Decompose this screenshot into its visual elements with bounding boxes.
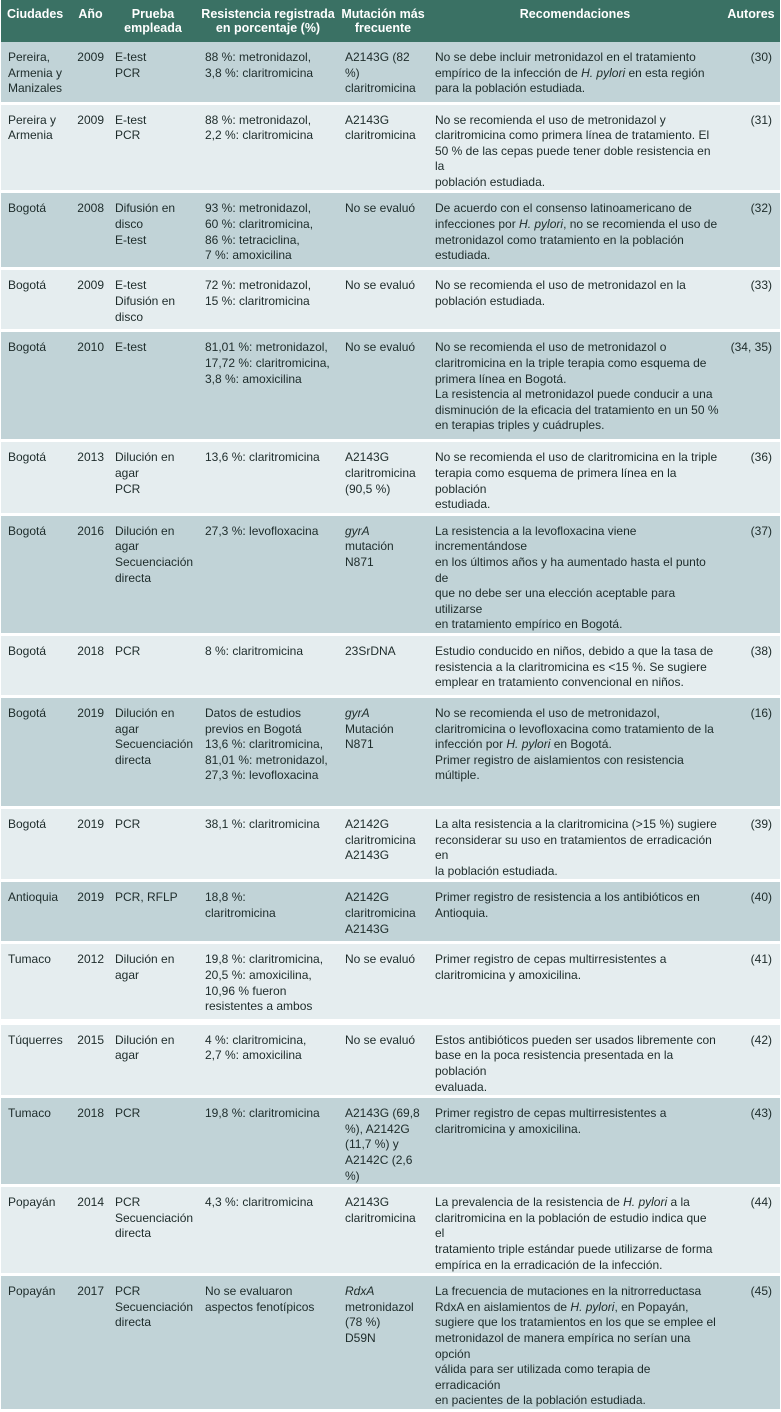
mutation-text: metronidazol (78 %) D59N xyxy=(345,1299,414,1345)
cell-mutation: A2143G claritromicina xyxy=(338,1186,428,1275)
cell-authors: (16) xyxy=(722,697,780,808)
cell-authors: (43) xyxy=(722,1097,780,1186)
mutation-text: Mutación N871 xyxy=(345,721,394,752)
cell-year: 2013 xyxy=(73,441,108,514)
header-recommendations: Recomendaciones xyxy=(519,7,631,21)
table-row xyxy=(1,42,780,103)
cell-recommendation xyxy=(428,331,722,441)
cell-city: Bogotá xyxy=(1,441,73,514)
cell-authors: (37) xyxy=(722,514,780,634)
cell-resistance: Datos de estudios previos en Bogotá 13,6 %: claritromicina, 81,01 %: metronidazol, 27,3 %: levofloxacina xyxy=(198,697,338,808)
cell-test: E-test xyxy=(108,331,198,441)
mutation-gene: gyrA xyxy=(345,523,370,538)
cell-city: Tumaco xyxy=(1,1097,73,1186)
cell-recommendation xyxy=(428,881,722,943)
rec-text: Primer registro de resistencia a los antibióticos en Antioquia. xyxy=(435,890,700,920)
cell-resistance: 38,1 %: claritromicina xyxy=(198,808,338,881)
rec-text: La prevalencia de la resistencia de xyxy=(435,1195,624,1210)
mutation-gene: RdxA xyxy=(345,1284,375,1299)
cell-city: Bogotá xyxy=(1,635,73,697)
cell-city: Pereira, Armenia y Manizales xyxy=(1,42,73,103)
cell-city: Bogotá xyxy=(1,269,73,331)
cell-city: Pereira y Armenia xyxy=(1,103,73,192)
cell-recommendation xyxy=(428,441,722,514)
resistance-table xyxy=(1,0,780,1412)
cell-test: PCR xyxy=(108,1097,198,1186)
cell-test: Dilución en agar Secuenciación directa xyxy=(108,697,198,808)
cell-recommendation xyxy=(428,514,722,634)
table-row xyxy=(1,943,780,1022)
table-row xyxy=(1,192,780,269)
cell-test: PCR Secuenciación directa xyxy=(108,1275,198,1411)
header-authors: Autores xyxy=(727,7,775,21)
cell-recommendation xyxy=(428,1022,722,1097)
cell-recommendation xyxy=(428,42,722,103)
cell-authors: (30) xyxy=(722,42,780,103)
cell-recommendation xyxy=(428,635,722,697)
cell-recommendation xyxy=(428,1186,722,1275)
cell-year: 2015 xyxy=(73,1022,108,1097)
cell-resistance: 4 %: claritromicina, 2,7 %: amoxicilina xyxy=(198,1022,338,1097)
rec-text: De acuerdo con el consenso latinoamericano de infecciones por xyxy=(435,201,692,232)
cell-authors: (36) xyxy=(722,441,780,514)
table-row xyxy=(1,808,780,881)
cell-mutation: No se evaluó xyxy=(338,269,428,331)
cell-mutation: A2143G claritromicina (90,5 %) xyxy=(338,441,428,514)
cell-resistance: 93 %: metronidazol, 60 %: claritromicina, 86 %: tetraciclina, 7 %: amoxicilina xyxy=(198,192,338,269)
cell-resistance: 81,01 %: metronidazol, 17,72 %: claritromicina, 3,8 %: amoxicilina xyxy=(198,331,338,441)
cell-resistance: 8 %: claritromicina xyxy=(198,635,338,697)
cell-year: 2019 xyxy=(73,881,108,943)
cell-resistance: 27,3 %: levofloxacina xyxy=(198,514,338,634)
rec-text: No se recomienda el uso de metronidazol y claritromicina como primera línea de tratamiento. El 50 % de las cepas puede tener doble resistencia en la población estudiada. xyxy=(435,112,711,189)
cell-city: Bogotá xyxy=(1,514,73,634)
cell-test: Dilución en agar xyxy=(108,1022,198,1097)
cell-recommendation xyxy=(428,1097,722,1186)
rec-species: H. pylori xyxy=(519,217,564,232)
cell-year: 2017 xyxy=(73,1275,108,1411)
cell-test: E-test PCR xyxy=(108,103,198,192)
cell-authors: (38) xyxy=(722,635,780,697)
cell-city: Túquerres xyxy=(1,1022,73,1097)
cell-city: Popayán xyxy=(1,1275,73,1411)
header-cities: Ciudades xyxy=(7,7,64,21)
rec-text: No se recomienda el uso de metronidazol o claritromicina en la triple terapia como esquema de primera línea en Bogotá. La resistencia al metronidazol puede conducir a una disminución de la eficacia del tratamiento en un 50 % en terapias triples y cuádruples. xyxy=(435,340,719,433)
table-row xyxy=(1,269,780,331)
cell-authors: (33) xyxy=(722,269,780,331)
table-row xyxy=(1,1022,780,1097)
cell-city: Antioquia xyxy=(1,881,73,943)
cell-year: 2010 xyxy=(73,331,108,441)
cell-authors: (31) xyxy=(722,103,780,192)
rec-text-end: a la claritromicina en la población de estudio indica que el tratamiento triple estándar puede utilizarse de forma empírica en la erradicación de la infección. xyxy=(435,1195,713,1272)
cell-mutation: No se evaluó xyxy=(338,1022,428,1097)
cell-recommendation xyxy=(428,1275,722,1411)
header-test: Prueba empleada xyxy=(124,7,182,35)
cell-resistance: 4,3 %: claritromicina xyxy=(198,1186,338,1275)
rec-text: Estudio conducido en niños, debido a que la tasa de resistencia a la claritromicina es <15 %. Se sugiere emplear en tratamiento convencional en niños. xyxy=(435,644,714,690)
cell-year: 2019 xyxy=(73,697,108,808)
cell-mutation: A2143G claritromicina xyxy=(338,103,428,192)
cell-resistance: 19,8 %: claritromicina, 20,5 %: amoxicilina, 10,96 % fueron resistentes a ambos xyxy=(198,943,338,1022)
header-mutation: Mutación más frecuente xyxy=(341,7,425,35)
rec-species: H. pylori xyxy=(570,1299,615,1314)
rec-text: No se recomienda el uso de claritromicina en la triple terapia como esquema de primera línea en la población estudiada. xyxy=(435,450,718,512)
rec-text: La alta resistencia a la claritromicina (>15 %) sugiere reconsiderar su uso en tratamientos de erradicación en la población estudiada. xyxy=(435,817,717,878)
table-row xyxy=(1,1097,780,1186)
cell-city: Bogotá xyxy=(1,192,73,269)
cell-mutation xyxy=(338,1275,428,1411)
cell-mutation: A2143G (82 %) claritromicina xyxy=(338,42,428,103)
cell-test: E-test PCR xyxy=(108,42,198,103)
cell-city: Bogotá xyxy=(1,808,73,881)
cell-resistance: 88 %: metronidazol, 2,2 %: claritromicina xyxy=(198,103,338,192)
table-row xyxy=(1,635,780,697)
cell-year: 2012 xyxy=(73,943,108,1022)
table-row xyxy=(1,1275,780,1411)
cell-resistance: 18,8 %: claritromicina xyxy=(198,881,338,943)
cell-authors: (42) xyxy=(722,1022,780,1097)
table-row xyxy=(1,103,780,192)
cell-mutation: No se evaluó xyxy=(338,192,428,269)
cell-test: PCR xyxy=(108,635,198,697)
cell-mutation xyxy=(338,697,428,808)
cell-recommendation xyxy=(428,808,722,881)
cell-year: 2019 xyxy=(73,808,108,881)
header-year: Año xyxy=(78,7,103,21)
cell-year: 2009 xyxy=(73,103,108,192)
cell-year: 2014 xyxy=(73,1186,108,1275)
table-header-row xyxy=(1,0,780,42)
cell-mutation: No se evaluó xyxy=(338,943,428,1022)
cell-year: 2018 xyxy=(73,1097,108,1186)
cell-year: 2009 xyxy=(73,269,108,331)
cell-test: Dilución en agar xyxy=(108,943,198,1022)
rec-species: H. pylori xyxy=(581,65,626,80)
cell-city: Popayán xyxy=(1,1186,73,1275)
rec-text-end: , en Popayán, sugiere que los tratamientos en los que se emplee el metronidazol de manera empírica no serían una opción válida para ser utilizada como terapia de erradicación en pacientes de la población estudiada. xyxy=(435,1299,716,1408)
cell-test: PCR xyxy=(108,808,198,881)
cell-mutation: No se evaluó xyxy=(338,331,428,441)
cell-test: PCR Secuenciación directa xyxy=(108,1186,198,1275)
cell-year: 2016 xyxy=(73,514,108,634)
cell-mutation: A2143G (69,8 %), A2142G (11,7 %) y A2142C (2,6 %) xyxy=(338,1097,428,1186)
cell-authors: (41) xyxy=(722,943,780,1022)
cell-recommendation xyxy=(428,697,722,808)
cell-mutation: 23SrDNA xyxy=(338,635,428,697)
cell-test: Difusión en disco E-test xyxy=(108,192,198,269)
rec-text: No se recomienda el uso de metronidazol en la población estudiada. xyxy=(435,278,686,309)
cell-authors: (40) xyxy=(722,881,780,943)
cell-authors: (39) xyxy=(722,808,780,881)
cell-authors: (32) xyxy=(722,192,780,269)
cell-mutation: A2142G claritromicina A2143G xyxy=(338,881,428,943)
table-row xyxy=(1,514,780,634)
table-row xyxy=(1,331,780,441)
header-resistance: Resistencia registrada en porcentaje (%) xyxy=(201,7,335,35)
mutation-text: mutación N871 xyxy=(345,539,394,570)
table-row xyxy=(1,881,780,943)
rec-text-end: , no se recomienda el uso de metronidazol como tratamiento en la población estudiada. xyxy=(435,217,718,263)
cell-test: Dilución en agar PCR xyxy=(108,441,198,514)
cell-test: PCR, RFLP xyxy=(108,881,198,943)
cell-resistance: 13,6 %: claritromicina xyxy=(198,441,338,514)
cell-authors: (44) xyxy=(722,1186,780,1275)
cell-test: E-test Difusión en disco xyxy=(108,269,198,331)
cell-mutation xyxy=(338,514,428,634)
cell-city: Tumaco xyxy=(1,943,73,1022)
cell-mutation: A2142G claritromicina A2143G xyxy=(338,808,428,881)
cell-city: Bogotá xyxy=(1,697,73,808)
cell-city: Bogotá xyxy=(1,331,73,441)
cell-recommendation xyxy=(428,103,722,192)
rec-species: H. pylori xyxy=(623,1195,668,1210)
cell-resistance: No se evaluaron aspectos fenotípicos xyxy=(198,1275,338,1411)
rec-species: H. pylori xyxy=(506,737,551,752)
cell-year: 2008 xyxy=(73,192,108,269)
cell-test: Dilución en agar Secuenciación directa xyxy=(108,514,198,634)
cell-recommendation xyxy=(428,943,722,1022)
cell-recommendation xyxy=(428,192,722,269)
cell-authors: (34, 35) xyxy=(722,331,780,441)
table-row xyxy=(1,697,780,808)
rec-text: Primer registro de cepas multirresistentes a claritromicina y amoxicilina. xyxy=(435,952,667,982)
mutation-gene: gyrA xyxy=(345,706,370,720)
cell-year: 2018 xyxy=(73,635,108,697)
cell-recommendation xyxy=(428,269,722,331)
rec-text: La resistencia a la levofloxacina viene incrementándose en los últimos años y ha aumentado hasta el punto de que no debe ser una elección aceptable para utilizarse en tratamiento empírico en Bogotá. xyxy=(435,523,706,632)
rec-text: No se debe incluir metronidazol en el tratamiento empírico de la infección de xyxy=(435,50,696,80)
cell-resistance: 72 %: metronidazol, 15 %: claritromicina xyxy=(198,269,338,331)
rec-text: Primer registro de cepas multirresistentes a claritromicina y amoxicilina. xyxy=(435,1106,667,1136)
rec-text-end: en Bogotá. Primer registro de aislamientos con resistencia múltiple. xyxy=(435,737,684,783)
cell-resistance: 88 %: metronidazol, 3,8 %: claritromicina xyxy=(198,42,338,103)
cell-resistance: 19,8 %: claritromicina xyxy=(198,1097,338,1186)
rec-text-end: en esta región para la población estudiada. xyxy=(435,65,705,96)
table-row xyxy=(1,1186,780,1275)
cell-year: 2009 xyxy=(73,42,108,103)
table-row xyxy=(1,441,780,514)
rec-text: Estos antibióticos pueden ser usados libremente con base en la poca resistencia presentada en la población evaluada. xyxy=(435,1032,716,1094)
rec-text: La frecuencia de mutaciones en la nitrorreductasa RdxA en aislamientos de xyxy=(435,1284,702,1314)
cell-authors: (45) xyxy=(722,1275,780,1411)
rec-text: No se recomienda el uso de metronidazol, claritromicina o levofloxacina como tratamiento de la infección por xyxy=(435,706,714,752)
